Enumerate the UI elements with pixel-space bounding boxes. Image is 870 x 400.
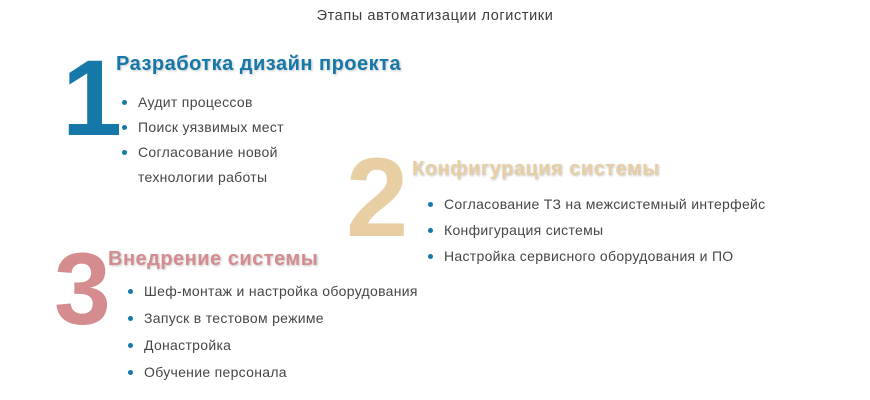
list-item [128,359,418,386]
list-item-text: Согласование новой технологии работы [138,144,278,185]
list-item [128,305,418,332]
stage-3-heading: Внедрение системы [108,248,319,270]
list-item [128,332,418,359]
stage-3-number: 3 [54,232,111,346]
bullet-dot-icon [128,370,133,375]
stage-1-number: 1 [62,37,123,158]
bullet-dot-icon [428,228,433,233]
bullet-dot-icon [122,150,127,155]
stage-1-list [122,90,320,190]
bullet-dot-icon [128,289,133,294]
list-item-text: Конфигурация системы [444,222,604,238]
bullet-dot-icon [128,316,133,321]
slide-title: Этапы автоматизации логистики [316,8,554,24]
list-item [128,278,418,305]
bullet-dot-icon [428,202,433,207]
list-item-text: Настройка сервисного оборудования и ПО [444,248,734,264]
stage-2-list [428,191,765,269]
stage-3-list [128,278,418,386]
list-item-text: Донастройка [144,337,232,353]
list-item-text: Запуск в тестовом режиме [144,310,324,326]
stage-2-heading: Конфигурация системы [412,158,660,180]
list-item [428,243,765,269]
list-item-text: Обучение персонала [144,364,287,380]
list-item-text: Шеф-монтаж и настройка оборудования [144,283,418,299]
list-item [122,90,320,115]
bullet-dot-icon [122,100,127,105]
stage-1-heading: Разработка дизайн проекта [116,53,402,75]
list-item-text: Согласование ТЗ на межсистемный интерфейс [444,196,766,212]
list-item [428,217,765,243]
bullet-dot-icon [428,254,433,259]
list-item-text: Поиск уязвимых мест [138,119,284,135]
list-item [428,191,765,217]
list-item-text: Аудит процессов [138,94,253,110]
list-item [122,140,320,190]
stage-2-number: 2 [346,135,409,260]
bullet-dot-icon [122,125,127,130]
list-item [122,115,320,140]
bullet-dot-icon [128,343,133,348]
